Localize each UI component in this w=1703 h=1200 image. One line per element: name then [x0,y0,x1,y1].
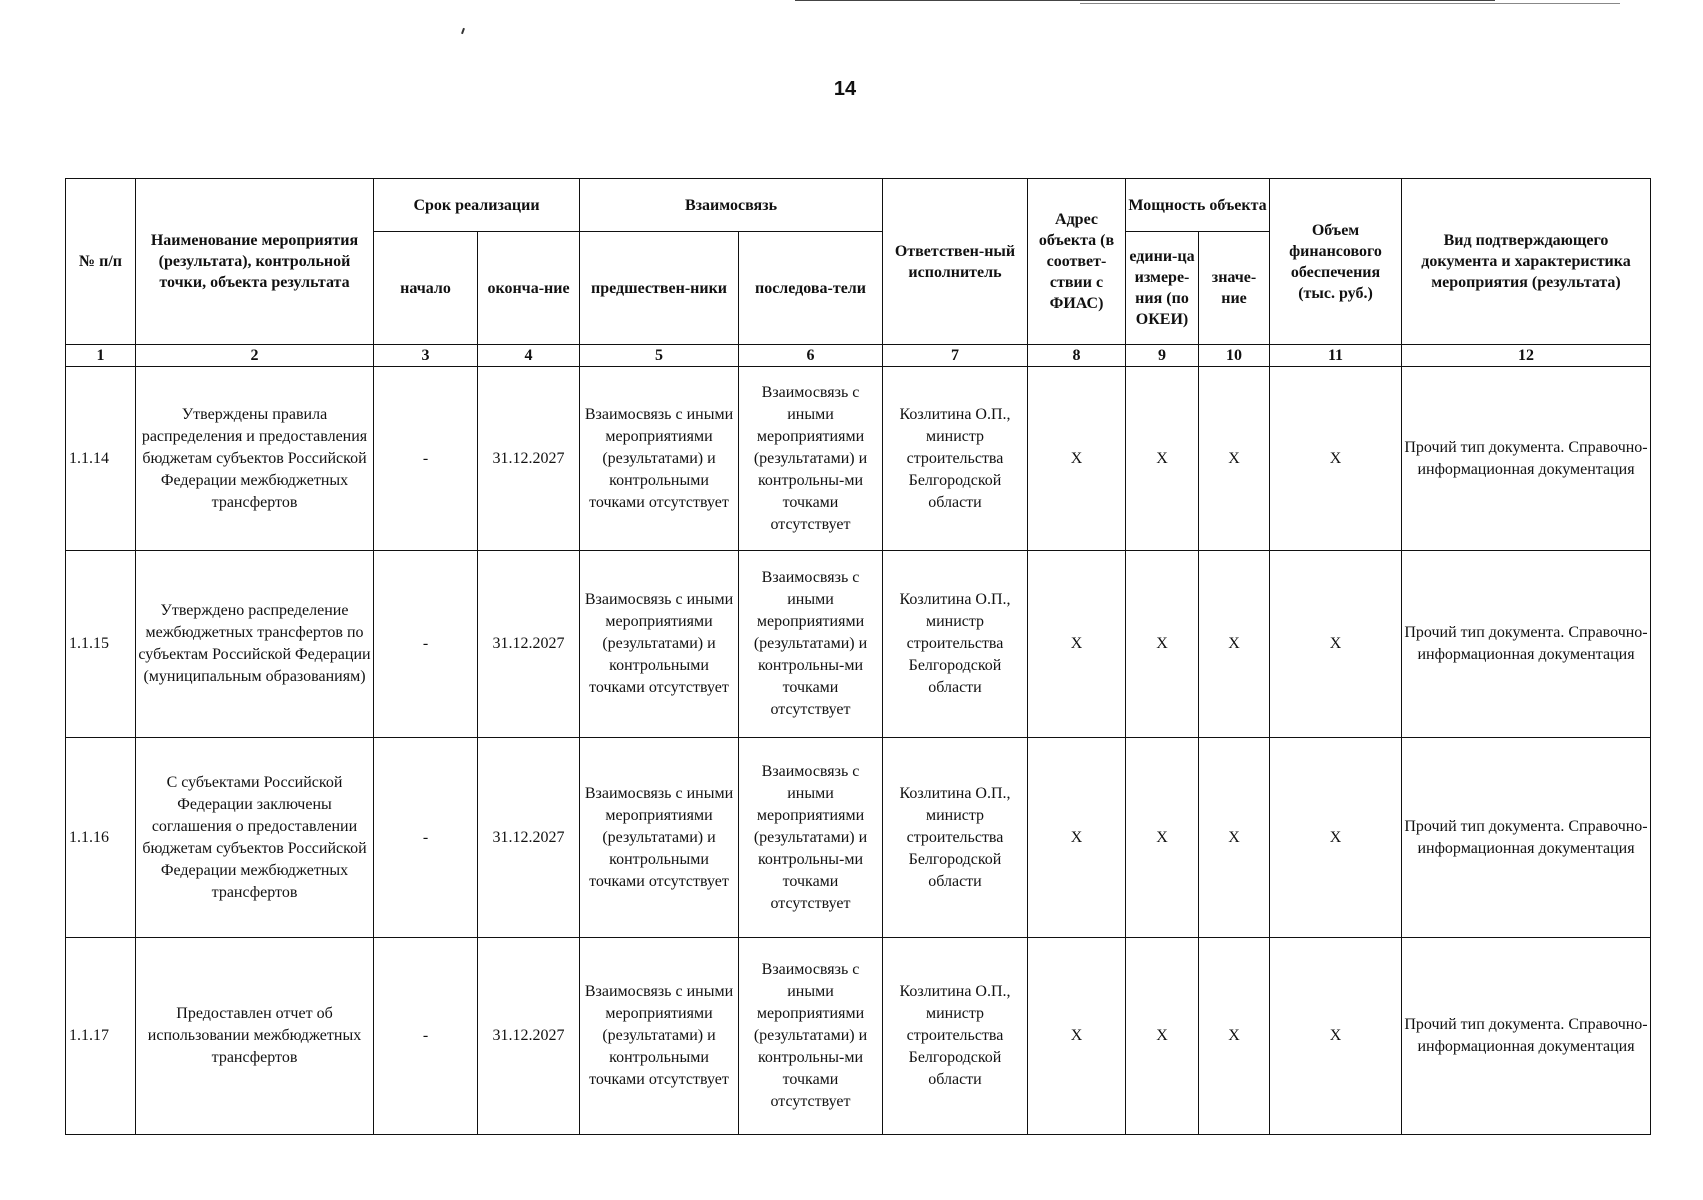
row-name: С субъектами Российской Федерации заключены соглашения о предоставлении бюджетам субъектов Российской Федерации межбюджетных трансфертов [136,738,374,938]
row-document: Прочий тип документа. Справочно-информационная документация [1402,738,1651,938]
column-number: 2 [136,345,374,367]
row-unit: X [1126,551,1199,738]
header-name: Наименование мероприятия (результата), контрольной точки, объекта результата [136,179,374,345]
row-end: 31.12.2027 [478,367,580,551]
header-executor: Ответствен-ный исполнитель [883,179,1028,345]
column-number: 10 [1199,345,1270,367]
column-number: 5 [580,345,739,367]
row-end: 31.12.2027 [478,938,580,1135]
row-document: Прочий тип документа. Справочно-информационная документация [1402,551,1651,738]
row-start: - [374,938,478,1135]
row-predecessors: Взаимосвязь с иными мероприятиями (результатами) и контрольными точками отсутствует [580,367,739,551]
table-row [66,551,1651,738]
header-term-start: начало [374,232,478,345]
row-address: X [1028,738,1126,938]
row-value: X [1199,738,1270,938]
row-executor: Козлитина О.П., министр строительства Белгородской области [883,738,1028,938]
table-row [66,738,1651,938]
header-term-end: оконча-ние [478,232,580,345]
row-executor: Козлитина О.П., министр строительства Белгородской области [883,551,1028,738]
scan-speck [461,28,465,34]
row-predecessors: Взаимосвязь с иными мероприятиями (результатами) и контрольными точками отсутствует [580,738,739,938]
row-name: Утверждены правила распределения и предоставления бюджетам субъектов Российской Федерации межбюджетных трансфертов [136,367,374,551]
header-doc: Вид подтверждающего документа и характеристика мероприятия (результата) [1402,179,1651,345]
column-number: 4 [478,345,580,367]
page-number: 14 [833,78,857,100]
column-number: 12 [1402,345,1651,367]
row-successors: Взаимосвязь с иными мероприятиями (результатами) и контрольны-ми точками отсутствует [739,938,883,1135]
row-value: X [1199,551,1270,738]
row-finance: X [1270,367,1402,551]
column-number: 11 [1270,345,1402,367]
row-address: X [1028,367,1126,551]
header-link-prev: предшествен-ники [580,232,739,345]
header-row [66,179,1651,232]
row-unit: X [1126,367,1199,551]
column-number: 1 [66,345,136,367]
table-row [66,938,1651,1135]
row-value: X [1199,367,1270,551]
row-name: Предоставлен отчет об использовании межбюджетных трансфертов [136,938,374,1135]
row-finance: X [1270,738,1402,938]
header-capacity-unit: едини-ца измере-ния (по ОКЕИ) [1126,232,1199,345]
column-number: 9 [1126,345,1199,367]
row-unit: X [1126,738,1199,938]
row-predecessors: Взаимосвязь с иными мероприятиями (результатами) и контрольными точками отсутствует [580,938,739,1135]
header-num: № п/п [66,179,136,345]
scan-edge-line [1080,3,1620,4]
row-number: 1.1.16 [66,738,136,938]
row-finance: X [1270,938,1402,1135]
row-successors: Взаимосвязь с иными мероприятиями (результатами) и контрольны-ми точками отсутствует [739,367,883,551]
column-number: 8 [1028,345,1126,367]
header-link-next: последова-тели [739,232,883,345]
header-link-group: Взаимосвязь [580,179,883,232]
row-name: Утверждено распределение межбюджетных трансфертов по субъектам Российской Федерации (муниципальным образованиям) [136,551,374,738]
row-executor: Козлитина О.П., министр строительства Белгородской области [883,367,1028,551]
row-start: - [374,738,478,938]
column-number: 3 [374,345,478,367]
row-unit: X [1126,938,1199,1135]
row-start: - [374,551,478,738]
header-capacity-value: значе-ние [1199,232,1270,345]
plan-table [65,178,1651,1135]
row-end: 31.12.2027 [478,551,580,738]
row-start: - [374,367,478,551]
row-address: X [1028,551,1126,738]
row-successors: Взаимосвязь с иными мероприятиями (результатами) и контрольны-ми точками отсутствует [739,551,883,738]
row-end: 31.12.2027 [478,738,580,938]
row-number: 1.1.15 [66,551,136,738]
header-finance: Объем финансового обеспечения (тыс. руб.) [1270,179,1402,345]
row-number: 1.1.17 [66,938,136,1135]
table-row [66,367,1651,551]
row-document: Прочий тип документа. Справочно-информационная документация [1402,367,1651,551]
row-finance: X [1270,551,1402,738]
column-numbers-row [66,345,1651,367]
header-address: Адрес объекта (в соответ-ствии с ФИАС) [1028,179,1126,345]
row-value: X [1199,938,1270,1135]
row-predecessors: Взаимосвязь с иными мероприятиями (результатами) и контрольными точками отсутствует [580,551,739,738]
scan-edge-line [795,0,1495,1]
column-number: 6 [739,345,883,367]
row-document: Прочий тип документа. Справочно-информационная документация [1402,938,1651,1135]
row-address: X [1028,938,1126,1135]
row-executor: Козлитина О.П., министр строительства Белгородской области [883,938,1028,1135]
header-term-group: Срок реализации [374,179,580,232]
row-number: 1.1.14 [66,367,136,551]
header-capacity-group: Мощность объекта [1126,179,1270,232]
column-number: 7 [883,345,1028,367]
row-successors: Взаимосвязь с иными мероприятиями (результатами) и контрольны-ми точками отсутствует [739,738,883,938]
